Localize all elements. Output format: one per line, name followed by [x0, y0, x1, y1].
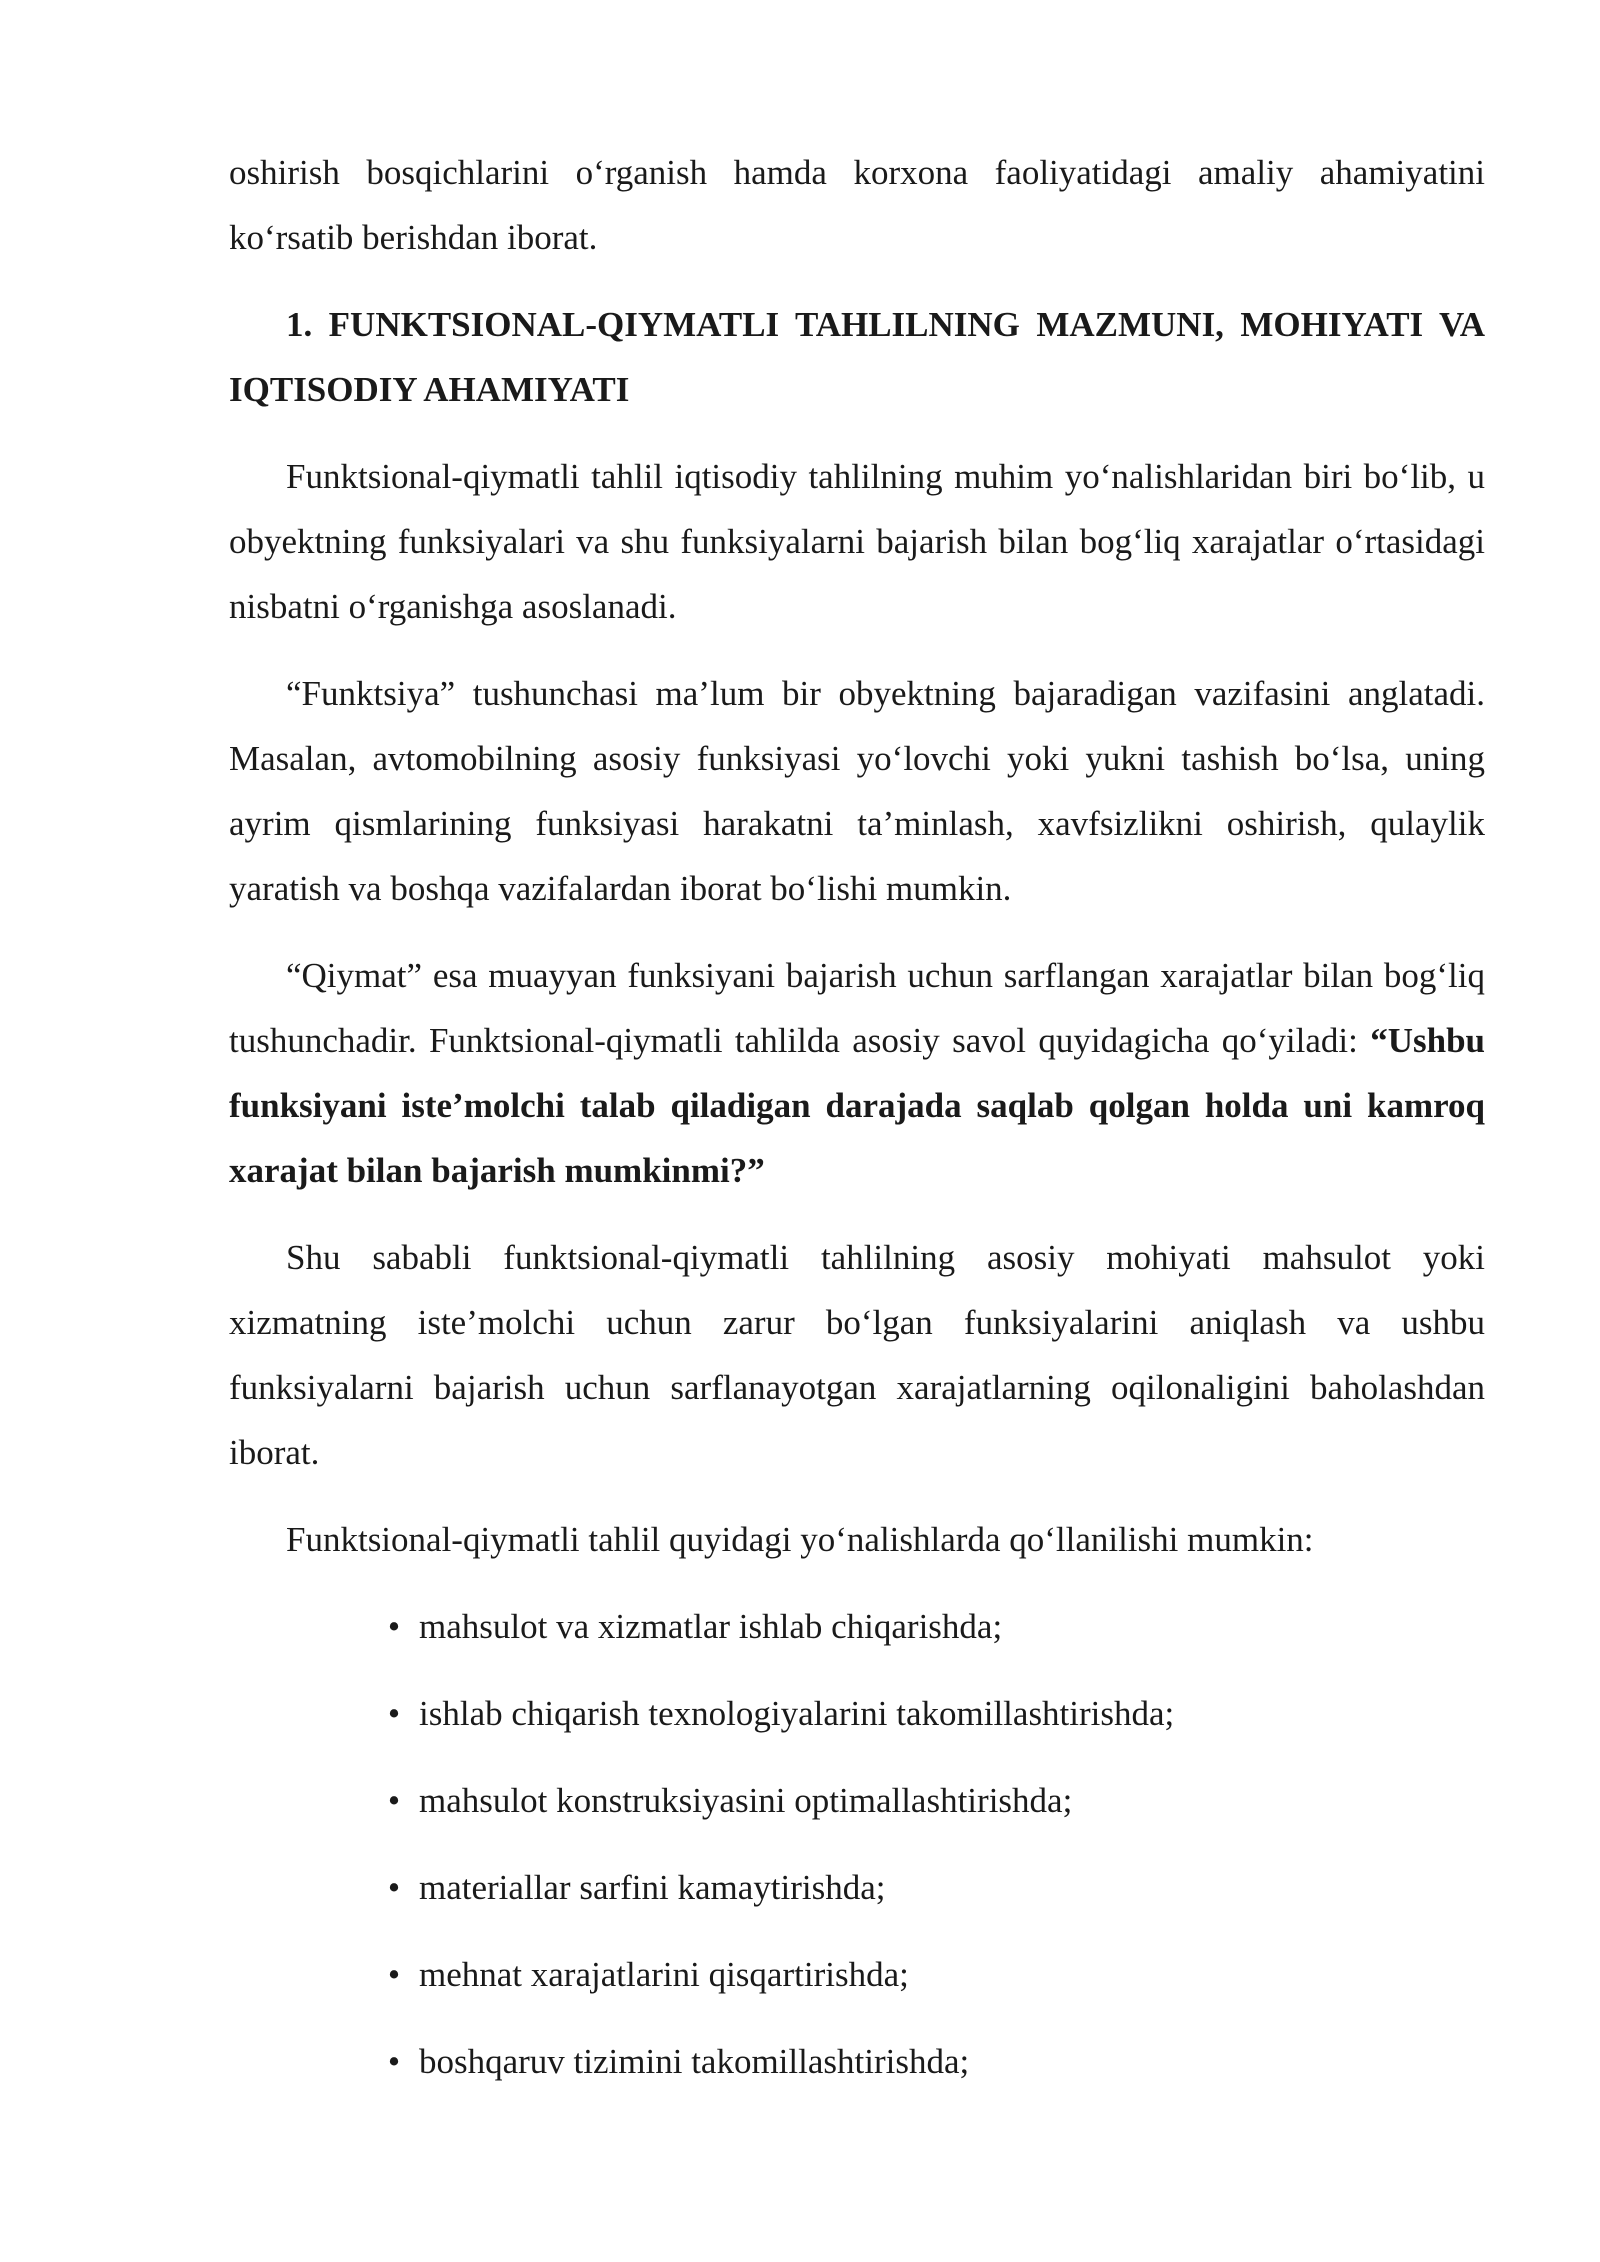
list-item: [229, 2029, 1485, 2094]
key-question-bold: “Ushbu funksiyani iste’molchi talab qiladigan darajada saqlab qolgan holda uni kamroq xarajat bilan bajarish mumkinmi?”: [229, 1021, 1485, 1190]
list-item: [229, 1594, 1485, 1659]
list-item: [229, 1942, 1485, 2007]
list-item: [229, 1855, 1485, 1920]
paragraph-value-concept: [229, 943, 1485, 1203]
list-item-text: mehnat xarajatlarini qisqartirishda;: [419, 1955, 909, 1994]
list-item: [229, 1681, 1485, 1746]
list-item: [229, 1768, 1485, 1833]
list-intro: Funktsional-qiymatli tahlil quyidagi yo‘nalishlarda qo‘llanilishi mumkin:: [286, 1520, 1314, 1559]
bullet-icon: •: [387, 1868, 401, 1907]
paragraph-essence: Shu sababli funktsional-qiymatli tahlilning asosiy mohiyati mahsulot yoki xizmatning iste’molchi uchun zarur bo‘lgan funksiyalarini aniqlash va ushbu funksiyalarni bajarish uchun sarflanayotgan xarajatlarning oqilonaligini baholashdan iborat.: [229, 1238, 1485, 1472]
section-heading: 1. FUNKTSIONAL-QIYMATLI TAHLILNING MAZMUNI, MOHIYATI VA IQTISODIY AHAMIYATI: [229, 305, 1485, 409]
paragraph-function-concept: “Funktsiya” tushunchasi ma’lum bir obyektning bajaradigan vazifasini anglatadi. Masalan, avtomobilning asosiy funksiyasi yo‘lovchi yoki yukni tashish bo‘lsa, uning ayrim qismlarining funksiyasi harakatni ta’minlash, xavfsizlikni oshirish, qulaylik yaratish va boshqa vazifalardan iborat bo‘lishi mumkin.: [229, 674, 1485, 908]
intro-paragraph: oshirish bosqichlarini o‘rganish hamda korxona faoliyatidagi amaliy ahamiyatini ko‘rsatib berishdan iborat.: [229, 153, 1485, 257]
document-page: [229, 140, 1485, 2116]
paragraph-value-concept-text: “Qiymat” esa muayyan funksiyani bajarish uchun sarflangan xarajatlar bilan bog‘liq tushunchadir. Funktsional-qiymatli tahlilda asosiy savol quyidagicha qo‘yiladi:: [229, 956, 1485, 1060]
bullet-icon: •: [387, 1694, 401, 1733]
list-item-text: boshqaruv tizimini takomillashtirishda;: [419, 2042, 970, 2081]
bullet-icon: •: [387, 1781, 401, 1820]
bullet-icon: •: [387, 1955, 401, 1994]
paragraph-functional-value-analysis: Funktsional-qiymatli tahlil iqtisodiy tahlilning muhim yo‘nalishlaridan biri bo‘lib, u obyektning funksiyalari va shu funksiyalarni bajarish bilan bog‘liq xarajatlar o‘rtasidagi nisbatni o‘rganishga asoslanadi.: [229, 457, 1485, 626]
list-item-text: ishlab chiqarish texnologiyalarini takomillashtirishda;: [419, 1694, 1175, 1733]
bullet-icon: •: [387, 1607, 401, 1646]
bullet-icon: •: [387, 2042, 401, 2081]
list-item-text: mahsulot va xizmatlar ishlab chiqarishda;: [419, 1607, 1003, 1646]
application-areas-list: [229, 1594, 1485, 2094]
list-item-text: mahsulot konstruksiyasini optimallashtirishda;: [419, 1781, 1073, 1820]
list-item-text: materiallar sarfini kamaytirishda;: [419, 1868, 886, 1907]
